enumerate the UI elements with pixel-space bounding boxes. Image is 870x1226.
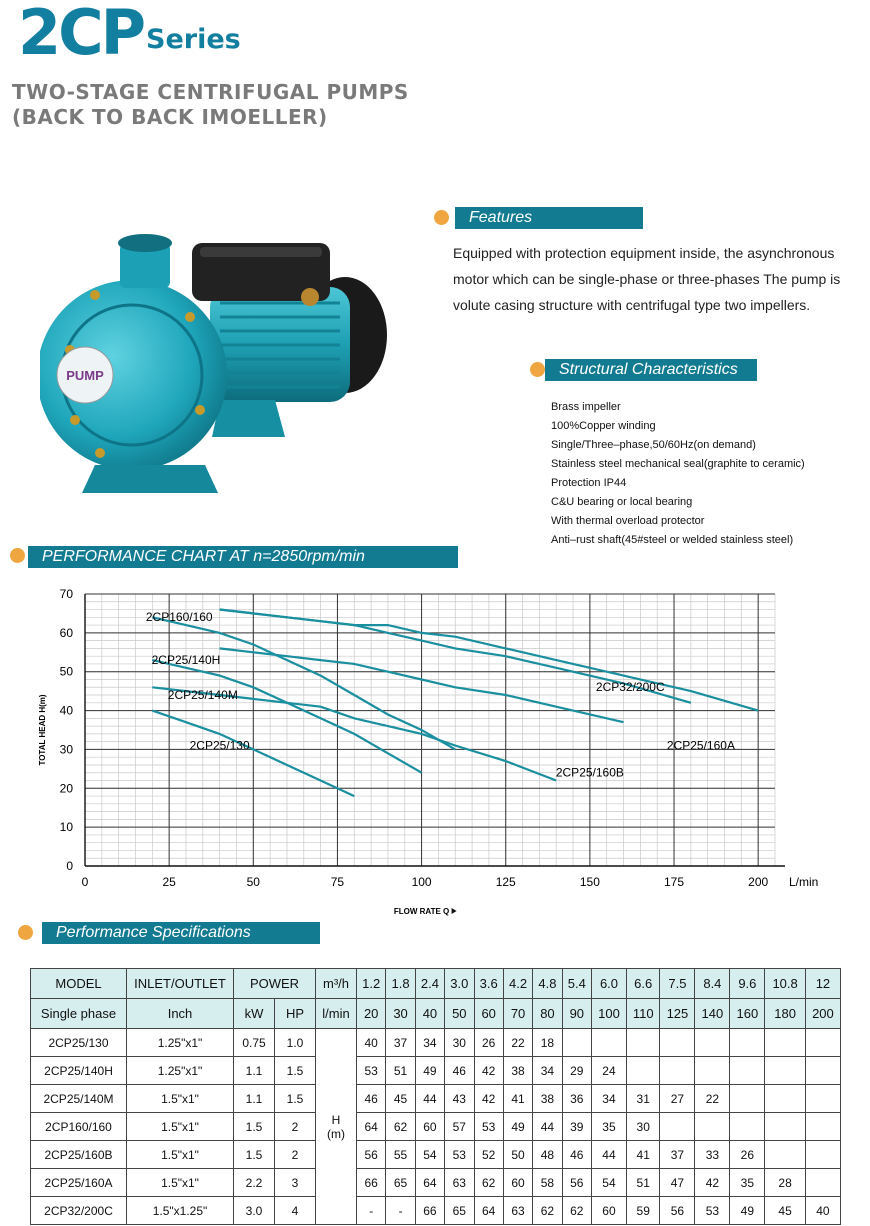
cell-head-value: - xyxy=(357,1197,386,1225)
product-subtitle xyxy=(12,80,409,130)
cell-head-value: 42 xyxy=(474,1085,503,1113)
curve-label: 2CP25/130 xyxy=(189,738,250,753)
cell-head-value xyxy=(730,1029,765,1057)
cell-head-value: 56 xyxy=(660,1197,695,1225)
cell-inlet: 1.5"x1" xyxy=(127,1169,234,1197)
cell-model: 2CP25/140H xyxy=(31,1057,127,1085)
y-tick-label: 70 xyxy=(59,587,73,601)
structural-item: With thermal overload protector xyxy=(551,515,705,527)
cell-head-value: 62 xyxy=(386,1113,415,1141)
cell-head-value: 51 xyxy=(386,1057,415,1085)
cell-inlet: 1.5"x1.25" xyxy=(127,1197,234,1225)
cell-head-value: 60 xyxy=(415,1113,444,1141)
structural-item: C&U bearing or local bearing xyxy=(551,496,693,508)
cell-head-value xyxy=(626,1057,659,1085)
y-tick-label: 30 xyxy=(59,742,73,757)
header-flow-value: 7.5 xyxy=(660,969,695,999)
cell-head-value: 24 xyxy=(592,1057,627,1085)
cell-head-value: 36 xyxy=(562,1085,591,1113)
header-flow-unit: m³/h xyxy=(316,969,357,999)
cell-head-value xyxy=(695,1057,730,1085)
specs-heading: Performance Specifications xyxy=(42,922,320,944)
cell-head-value: 46 xyxy=(357,1085,386,1113)
cell-head-value xyxy=(730,1085,765,1113)
cell-head-value xyxy=(765,1029,806,1057)
performance-chart xyxy=(0,578,870,923)
cell-head-value: 33 xyxy=(695,1141,730,1169)
features-line: Equipped with protection equipment inside, the asynchronous xyxy=(453,245,835,261)
cell-head-value xyxy=(805,1057,840,1085)
cell-head-value: 62 xyxy=(533,1197,562,1225)
x-tick-label: 125 xyxy=(495,875,516,889)
header-phase: Single phase xyxy=(31,999,127,1029)
cell-head-value xyxy=(695,1113,730,1141)
subtitle-line-2: (BACK TO BACK IMOELLER) xyxy=(12,105,328,129)
structural-item: 100%Copper winding xyxy=(551,420,656,432)
cell-head-value: 64 xyxy=(415,1169,444,1197)
x-tick-label: 75 xyxy=(330,875,345,889)
curve-label: 2CP25/140M xyxy=(167,687,238,702)
header-lmin-value: 50 xyxy=(445,999,474,1029)
cell-head-value: 18 xyxy=(533,1029,562,1057)
features-text xyxy=(453,240,868,318)
cell-head-value: 40 xyxy=(357,1029,386,1057)
cell-model: 2CP25/130 xyxy=(31,1029,127,1057)
header-flow-value: 4.2 xyxy=(503,969,532,999)
y-tick-label: 60 xyxy=(59,625,73,640)
x-tick-label: 50 xyxy=(246,875,260,889)
cell-head-value: 53 xyxy=(445,1141,474,1169)
x-tick-label: 100 xyxy=(411,875,432,889)
cell-hp: 2 xyxy=(275,1113,316,1141)
curve-label: 2CP25/160B xyxy=(555,765,624,780)
cell-head-value: 62 xyxy=(474,1169,503,1197)
series-word: Series xyxy=(146,24,241,55)
cell-head-value: 65 xyxy=(386,1169,415,1197)
cell-head-value: 41 xyxy=(626,1141,659,1169)
cell-model: 2CP25/140M xyxy=(31,1085,127,1113)
header-flow-value: 3.0 xyxy=(445,969,474,999)
cell-head-value: 22 xyxy=(695,1085,730,1113)
cell-head-value: 49 xyxy=(503,1113,532,1141)
cell-head-value: 42 xyxy=(695,1169,730,1197)
header-flow-value: 5.4 xyxy=(562,969,591,999)
header-flow-value: 10.8 xyxy=(765,969,806,999)
cell-head-value: 34 xyxy=(533,1057,562,1085)
specs-bullet-icon xyxy=(18,925,33,940)
cell-kw: 0.75 xyxy=(234,1029,275,1057)
cell-head-value: 65 xyxy=(445,1197,474,1225)
cell-head-value xyxy=(805,1085,840,1113)
cell-head-value: 35 xyxy=(730,1169,765,1197)
cell-head-value xyxy=(805,1141,840,1169)
specs-table xyxy=(30,968,841,1225)
cell-h-label xyxy=(316,1029,357,1225)
cell-head-value: 51 xyxy=(626,1169,659,1197)
x-tick-label: 200 xyxy=(748,875,769,889)
cell-head-value: 48 xyxy=(533,1141,562,1169)
cell-head-value xyxy=(660,1113,695,1141)
performance-chart-heading: PERFORMANCE CHART AT n=2850rpm/min xyxy=(28,546,458,568)
header-flow-value: 1.8 xyxy=(386,969,415,999)
cell-model: 2CP160/160 xyxy=(31,1113,127,1141)
y-tick-label: 10 xyxy=(59,820,73,835)
cell-model: 2CP25/160A xyxy=(31,1169,127,1197)
cell-head-value: 53 xyxy=(474,1113,503,1141)
cell-head-value: 54 xyxy=(415,1141,444,1169)
cell-head-value: 26 xyxy=(474,1029,503,1057)
cell-inlet: 1.25"x1" xyxy=(127,1029,234,1057)
cell-head-value: 52 xyxy=(474,1141,503,1169)
cell-head-value: 31 xyxy=(626,1085,659,1113)
header-flow-value: 2.4 xyxy=(415,969,444,999)
cell-head-value xyxy=(626,1029,659,1057)
x-tick-label: 150 xyxy=(579,875,600,889)
header-flow-value: 1.2 xyxy=(357,969,386,999)
cell-head-value xyxy=(562,1029,591,1057)
features-bullet-icon xyxy=(434,210,449,225)
cell-head-value: 30 xyxy=(445,1029,474,1057)
cell-head-value xyxy=(805,1169,840,1197)
x-axis-unit: L/min xyxy=(789,875,819,889)
cell-kw: 1.5 xyxy=(234,1113,275,1141)
cell-head-value: 49 xyxy=(730,1197,765,1225)
y-tick-label: 0 xyxy=(66,859,73,873)
cell-model: 2CP32/200C xyxy=(31,1197,127,1225)
cell-head-value xyxy=(730,1113,765,1141)
cell-head-value: 60 xyxy=(592,1197,627,1225)
header-inch: Inch xyxy=(127,999,234,1029)
curve-label: 2CP25/140H xyxy=(151,652,221,667)
header-lmin-value: 20 xyxy=(357,999,386,1029)
subtitle-line-1: TWO-STAGE CENTRIFUGAL PUMPS xyxy=(12,80,409,104)
table-header-row xyxy=(31,969,841,999)
cell-head-value xyxy=(730,1057,765,1085)
cell-head-value: 35 xyxy=(592,1113,627,1141)
cell-head-value: 44 xyxy=(533,1113,562,1141)
cell-head-value: 50 xyxy=(503,1141,532,1169)
header-flow-value: 8.4 xyxy=(695,969,730,999)
cell-head-value: 29 xyxy=(562,1057,591,1085)
header-flow-value: 6.0 xyxy=(592,969,627,999)
cell-head-value: 56 xyxy=(357,1141,386,1169)
table-row xyxy=(31,1197,841,1225)
cell-head-value: 37 xyxy=(386,1029,415,1057)
header-power: POWER xyxy=(234,969,316,999)
cell-head-value: 53 xyxy=(695,1197,730,1225)
cell-head-value: 34 xyxy=(415,1029,444,1057)
structural-bullet-icon xyxy=(530,362,545,377)
header-flow-value: 3.6 xyxy=(474,969,503,999)
header-kw: kW xyxy=(234,999,275,1029)
features-line: motor which can be single-phase or three-phases The pump is xyxy=(453,271,841,287)
cell-head-value: 41 xyxy=(503,1085,532,1113)
cell-hp: 1.5 xyxy=(275,1085,316,1113)
cell-head-value xyxy=(660,1057,695,1085)
cell-head-value xyxy=(805,1113,840,1141)
header-lmin-unit: l/min xyxy=(316,999,357,1029)
cell-head-value xyxy=(765,1085,806,1113)
cell-head-value: 56 xyxy=(562,1169,591,1197)
cell-head-value: 49 xyxy=(415,1057,444,1085)
cell-head-value xyxy=(695,1029,730,1057)
header-lmin-value: 30 xyxy=(386,999,415,1029)
cell-model: 2CP25/160B xyxy=(31,1141,127,1169)
cell-head-value: 64 xyxy=(474,1197,503,1225)
cell-inlet: 1.5"x1" xyxy=(127,1141,234,1169)
table-row xyxy=(31,1141,841,1169)
y-tick-label: 20 xyxy=(59,781,73,796)
header-lmin-value: 160 xyxy=(730,999,765,1029)
cell-head-value: 47 xyxy=(660,1169,695,1197)
cell-head-value: 44 xyxy=(592,1141,627,1169)
cell-head-value: 34 xyxy=(592,1085,627,1113)
cell-inlet: 1.5"x1" xyxy=(127,1085,234,1113)
table-row xyxy=(31,1057,841,1085)
header-lmin-value: 180 xyxy=(765,999,806,1029)
cell-head-value: 62 xyxy=(562,1197,591,1225)
cell-head-value: 55 xyxy=(386,1141,415,1169)
header-lmin-value: 200 xyxy=(805,999,840,1029)
header-lmin-value: 70 xyxy=(503,999,532,1029)
cell-hp: 3 xyxy=(275,1169,316,1197)
curve-label: 2CP160/160 xyxy=(145,610,213,625)
cell-head-value: - xyxy=(386,1197,415,1225)
cell-head-value: 37 xyxy=(660,1141,695,1169)
cell-head-value: 60 xyxy=(503,1169,532,1197)
cell-head-value xyxy=(805,1029,840,1057)
cell-head-value: 46 xyxy=(562,1141,591,1169)
cell-head-value xyxy=(592,1029,627,1057)
x-axis-arrow-icon xyxy=(452,908,457,914)
cell-hp: 4 xyxy=(275,1197,316,1225)
cell-head-value: 66 xyxy=(357,1169,386,1197)
features-line: volute casing structure with centrifugal type two impellers. xyxy=(453,297,811,313)
header-flow-value: 9.6 xyxy=(730,969,765,999)
header-lmin-value: 80 xyxy=(533,999,562,1029)
structural-heading: Structural Characteristics xyxy=(545,359,757,381)
cell-inlet: 1.25"x1" xyxy=(127,1057,234,1085)
cell-head-value: 43 xyxy=(445,1085,474,1113)
cell-kw: 2.2 xyxy=(234,1169,275,1197)
cell-head-value: 54 xyxy=(592,1169,627,1197)
features-heading: Features xyxy=(455,207,643,229)
header-lmin-value: 140 xyxy=(695,999,730,1029)
h-label: H xyxy=(331,1112,341,1127)
series-logo: 2CP xyxy=(18,0,144,69)
table-row xyxy=(31,1169,841,1197)
x-tick-label: 0 xyxy=(81,875,89,889)
y-tick-label: 50 xyxy=(59,664,73,679)
header-flow-value: 6.6 xyxy=(626,969,659,999)
header-lmin-value: 90 xyxy=(562,999,591,1029)
cell-head-value: 45 xyxy=(765,1197,806,1225)
cell-kw: 3.0 xyxy=(234,1197,275,1225)
cell-head-value: 64 xyxy=(357,1113,386,1141)
structural-item: Brass impeller xyxy=(551,401,621,413)
curve-label: 2CP25/160A xyxy=(666,738,735,753)
x-tick-label: 25 xyxy=(162,875,176,889)
header-lmin-value: 60 xyxy=(474,999,503,1029)
cell-head-value xyxy=(765,1057,806,1085)
header-hp: HP xyxy=(275,999,316,1029)
cell-hp: 1.5 xyxy=(275,1057,316,1085)
y-tick-label: 40 xyxy=(59,703,73,718)
cell-head-value: 53 xyxy=(357,1057,386,1085)
table-header-row xyxy=(31,999,841,1029)
header-lmin-value: 125 xyxy=(660,999,695,1029)
cell-head-value: 57 xyxy=(445,1113,474,1141)
cell-head-value xyxy=(660,1029,695,1057)
cell-head-value: 22 xyxy=(503,1029,532,1057)
cell-head-value: 66 xyxy=(415,1197,444,1225)
cell-head-value: 38 xyxy=(533,1085,562,1113)
y-axis-label: TOTAL HEAD H(m) xyxy=(38,694,47,766)
header-lmin-value: 100 xyxy=(592,999,627,1029)
header-flow-value: 12 xyxy=(805,969,840,999)
structural-item: Single/Three–phase,50/60Hz(on demand) xyxy=(551,439,756,451)
cell-kw: 1.5 xyxy=(234,1141,275,1169)
cell-head-value: 27 xyxy=(660,1085,695,1113)
cell-head-value xyxy=(765,1141,806,1169)
cell-head-value: 28 xyxy=(765,1169,806,1197)
structural-list xyxy=(551,398,805,550)
cell-head-value: 63 xyxy=(503,1197,532,1225)
header-lmin-value: 40 xyxy=(415,999,444,1029)
cell-head-value: 45 xyxy=(386,1085,415,1113)
x-axis-label: FLOW RATE Q xyxy=(393,907,450,916)
header-flow-value: 4.8 xyxy=(533,969,562,999)
h-unit: (m) xyxy=(327,1126,345,1141)
cell-head-value: 44 xyxy=(415,1085,444,1113)
cell-head-value: 63 xyxy=(445,1169,474,1197)
cell-head-value: 40 xyxy=(805,1197,840,1225)
cell-head-value: 38 xyxy=(503,1057,532,1085)
cell-head-value: 58 xyxy=(533,1169,562,1197)
curve-label: 2CP32/200C xyxy=(595,680,665,695)
table-row xyxy=(31,1029,841,1057)
cell-hp: 2 xyxy=(275,1141,316,1169)
cell-head-value xyxy=(765,1113,806,1141)
chart-bullet-icon xyxy=(10,548,25,563)
table-row xyxy=(31,1085,841,1113)
structural-item: Anti–rust shaft(45#steel or welded stainless steel) xyxy=(551,534,794,546)
cell-head-value: 46 xyxy=(445,1057,474,1085)
cell-head-value: 42 xyxy=(474,1057,503,1085)
cell-head-value: 39 xyxy=(562,1113,591,1141)
x-tick-label: 175 xyxy=(664,875,685,889)
structural-item: Stainless steel mechanical seal(graphite to ceramic) xyxy=(551,458,805,470)
cell-head-value: 26 xyxy=(730,1141,765,1169)
cell-inlet: 1.5"x1" xyxy=(127,1113,234,1141)
cell-hp: 1.0 xyxy=(275,1029,316,1057)
cell-kw: 1.1 xyxy=(234,1085,275,1113)
cell-head-value: 30 xyxy=(626,1113,659,1141)
cell-head-value: 59 xyxy=(626,1197,659,1225)
header-inlet: INLET/OUTLET xyxy=(127,969,234,999)
header-model: MODEL xyxy=(31,969,127,999)
cell-kw: 1.1 xyxy=(234,1057,275,1085)
header-lmin-value: 110 xyxy=(626,999,659,1029)
pump-label: PUMP xyxy=(66,368,104,383)
pump-image xyxy=(40,225,400,525)
table-row xyxy=(31,1113,841,1141)
structural-item: Protection IP44 xyxy=(551,477,627,489)
